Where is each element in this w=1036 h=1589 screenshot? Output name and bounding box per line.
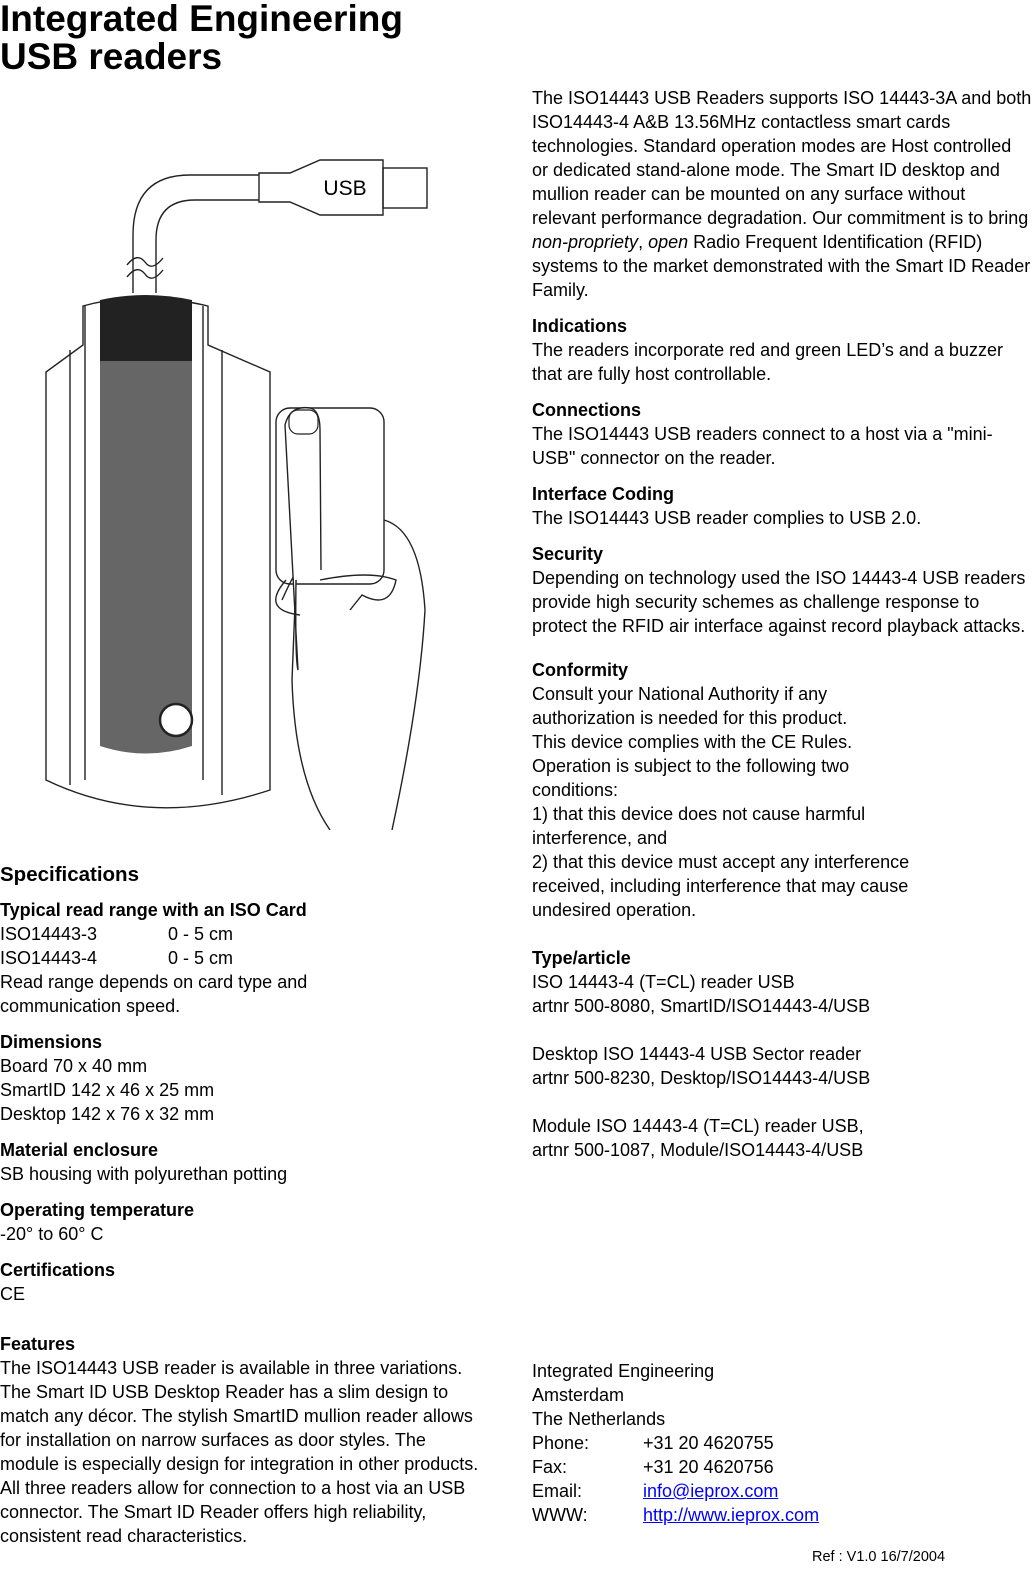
intro-paragraph: The ISO14443 USB Readers supports ISO 14443-3A and both ISO14443-4 A&B 13.56MHz contactless smart cards technologies. Standard operation modes are Host controlled or dedicated stand-alone mode. The Smart ID desktop and mullion reader can be mounted on any surface without relevant performance degradation. Our commitment is to bring non-propriety, open Radio Frequent Identification (RFID) systems to the market demonstrated with the Smart ID Reader Family. <box>532 88 1032 300</box>
contact-fax-row: Fax: +31 20 4620756 <box>532 1457 774 1477</box>
usb-label: USB <box>323 177 367 200</box>
section-heading: Material enclosure <box>0 1140 159 1160</box>
section-heading: Conformity <box>532 660 628 680</box>
section-interface-coding <box>532 482 1032 530</box>
section-security <box>532 542 1032 638</box>
section-connections <box>532 398 1032 470</box>
phone-value: +31 20 4620755 <box>643 1433 774 1453</box>
article-name: Module ISO 14443-4 (T=CL) reader USB, <box>532 1116 864 1136</box>
read-range-row: ISO14443-4 0 - 5 cm <box>0 948 234 968</box>
section-material: Material enclosure SB housing with polyurethan potting <box>0 1138 500 1186</box>
section-text: The ISO14443 USB reader complies to USB 2.0. <box>532 508 922 528</box>
contact-city: Amsterdam <box>532 1385 625 1405</box>
right-column <box>532 86 1032 1162</box>
section-heading: Typical read range with an ISO Card <box>0 900 307 920</box>
section-heading: Certifications <box>0 1260 116 1280</box>
hand-icon <box>282 573 330 830</box>
section-heading: Connections <box>532 400 642 420</box>
section-features: Features The ISO14443 USB reader is available in three variations. The Smart ID USB Desktop Reader has a slim design to match any décor. The stylish SmartID mullion reader allows for installation on narrow surfaces as door styles. The module is especially design for integration in other products. All three readers allow for connection to a host via an USB connector. The Smart ID Reader offers high reliability, consistent read characteristics. <box>0 1332 500 1548</box>
section-conformity: Conformity Consult your National Authority if any authorization is needed for this product. This device complies with the CE Rules. Operation is subject to the following two conditions: 1) that this device does not cause harmful interference, and 2) that this device must accept any interference received, including interference that may cause undesired operation. <box>532 658 1032 922</box>
article-name: ISO 14443-4 (T=CL) reader USB <box>532 972 795 992</box>
email-link[interactable]: info@ieprox.com <box>643 1481 779 1501</box>
section-temperature: Operating temperature -20° to 60° C <box>0 1198 500 1246</box>
left-column <box>0 862 500 1548</box>
section-heading: Indications <box>532 316 628 336</box>
title-line-1: Integrated Engineering <box>0 0 403 39</box>
section-text: The readers incorporate red and green LED’s and a buzzer that are fully host controllable. <box>532 340 1003 384</box>
contact-phone-row: Phone: +31 20 4620755 <box>532 1433 774 1453</box>
section-dimensions: Dimensions Board 70 x 40 mm SmartID 142 x 46 x 25 mm Desktop 142 x 76 x 32 mm <box>0 1030 500 1126</box>
fax-value: +31 20 4620756 <box>643 1457 774 1477</box>
section-indications <box>532 314 1032 386</box>
article-number: artnr 500-1087, Module/ISO14443-4/USB <box>532 1140 864 1160</box>
intro-italic-open: open <box>648 232 689 252</box>
device-reader-area <box>100 361 192 754</box>
section-heading: Security <box>532 544 604 564</box>
section-read-range <box>0 898 500 1018</box>
contact-block <box>532 1359 1012 1527</box>
contact-www-row: WWW: http://www.ieprox.com <box>532 1505 820 1525</box>
section-heading: Operating temperature <box>0 1200 195 1220</box>
document-reference: Ref : V1.0 16/7/2004 <box>812 1549 946 1565</box>
read-range-row: ISO14443-3 0 - 5 cm <box>0 924 234 944</box>
section-text: The ISO14443 USB readers connect to a host via a "mini-USB" connector on the reader. <box>532 424 993 468</box>
website-link[interactable]: http://www.ieprox.com <box>643 1505 820 1525</box>
title-line-2: USB readers <box>0 36 223 77</box>
contact-country: The Netherlands <box>532 1409 666 1429</box>
article-number: artnr 500-8230, Desktop/ISO14443-4/USB <box>532 1068 871 1088</box>
contact-company: Integrated Engineering <box>532 1361 715 1381</box>
section-heading: Features <box>0 1334 76 1354</box>
document-title <box>0 0 403 76</box>
section-certifications: Certifications CE <box>0 1258 500 1306</box>
read-range-note: Read range depends on card type and communication speed. <box>0 972 308 1016</box>
section-heading: Interface Coding <box>532 484 675 504</box>
product-illustration <box>30 140 470 830</box>
contact-email-row: Email: info@ieprox.com <box>532 1481 779 1501</box>
intro-italic-non-propriety: non-propriety <box>532 232 639 252</box>
section-type-article <box>532 946 1032 1162</box>
device-button <box>160 704 192 736</box>
specifications-heading: Specifications <box>0 863 139 886</box>
section-heading: Type/article <box>532 948 631 968</box>
section-heading: Dimensions <box>0 1032 103 1052</box>
section-text: Depending on technology used the ISO 14443-4 USB readers provide high security schemes as challenge response to protect the RFID air interface against record playback attacks. <box>532 568 1026 636</box>
article-name: Desktop ISO 14443-4 USB Sector reader <box>532 1044 862 1064</box>
article-number: artnr 500-8080, SmartID/ISO14443-4/USB <box>532 996 871 1016</box>
